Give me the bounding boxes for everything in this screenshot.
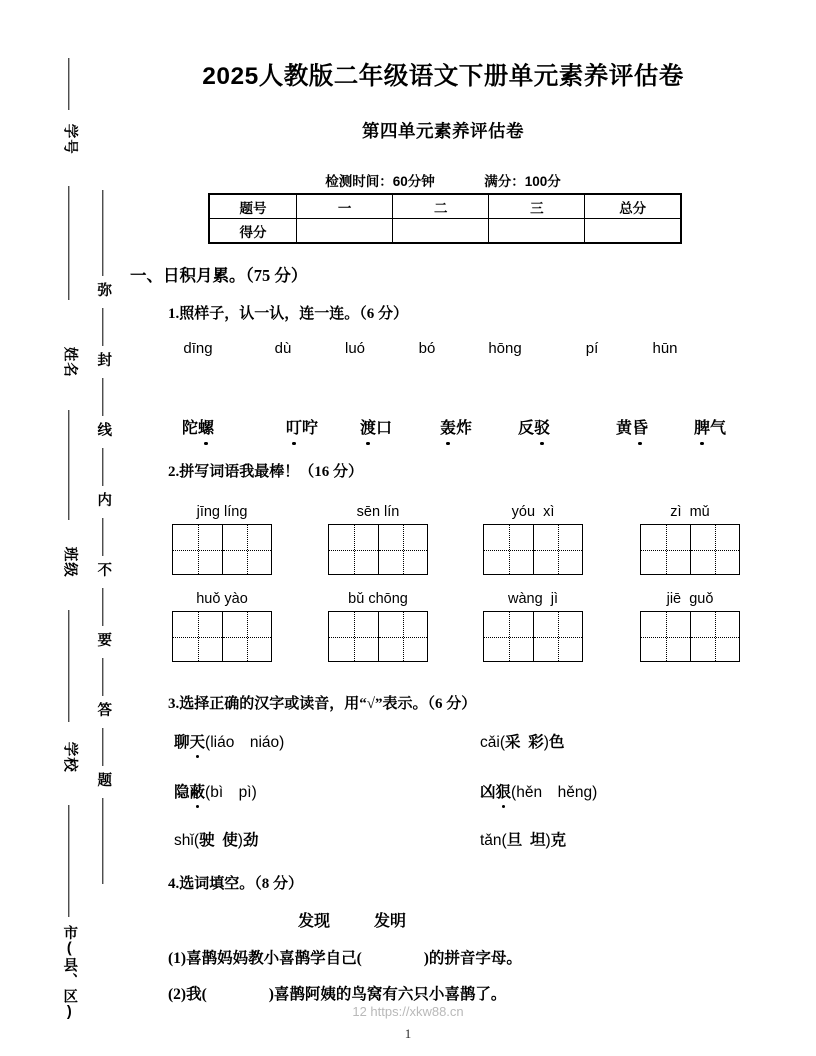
section-one-heading: 一、日积月累。（75 分） (130, 266, 308, 285)
q2-grid-group-0[interactable] (172, 504, 272, 575)
q3-item-1-close: ) (543, 734, 549, 751)
q2-pinyin-4-b: yào (224, 591, 248, 607)
q3-item-0[interactable] (174, 730, 284, 752)
q2-grid-pinyin-2 (483, 504, 583, 520)
q2-pinyin-0-b: líng (224, 504, 248, 520)
q1-pinyin-3: bó (418, 340, 436, 357)
q3-item-0-lead: 聊 (174, 734, 190, 751)
page-subtitle: 第四单元素养评估卷 (362, 121, 524, 141)
seal-rule (102, 448, 103, 486)
q3-item-3-lead: 凶 (480, 784, 496, 801)
q2-pinyin-7-b: guǒ (689, 591, 714, 607)
tianzige-cell[interactable] (533, 525, 582, 574)
watermark: 12 https://xkw88.cn (352, 1004, 464, 1019)
tianzige-box[interactable] (483, 611, 583, 662)
q2-pinyin-0-a: jīng (196, 504, 220, 520)
q2-grid-pinyin-4 (172, 591, 272, 607)
score-cell-1[interactable] (297, 219, 393, 244)
question-1-pinyin-row (130, 340, 756, 360)
q1-word-1[interactable] (268, 415, 336, 438)
page-title: 2025人教版二年级语文下册单元素养评估卷 (202, 63, 684, 90)
q2-grid-group-3[interactable] (640, 504, 740, 575)
tianzige-cell[interactable] (222, 612, 271, 661)
q2-pinyin-7-a: jiē (666, 591, 682, 607)
tianzige-cell[interactable] (484, 612, 533, 661)
q1-word-2[interactable] (342, 415, 410, 438)
q3-item-1[interactable] (480, 730, 564, 752)
q1-word-0[interactable] (164, 415, 232, 438)
q1-word-3-dotted: 轰 (440, 415, 456, 438)
q4-sentence-0-prefix: (1)喜鹊妈妈教小喜鹊学自己( (168, 950, 362, 967)
score-cell-2[interactable] (393, 219, 489, 244)
tianzige-box[interactable] (640, 524, 740, 575)
q3-item-3-open: ( (511, 784, 517, 801)
q1-word-3[interactable] (422, 415, 490, 438)
tianzige-cell[interactable] (533, 612, 582, 661)
seal-rule (102, 190, 103, 276)
seal-rule (102, 518, 103, 556)
seal-field-xuehao: 学号 (61, 123, 78, 155)
q4-sentence-1-prefix: (2)我( (168, 986, 207, 1003)
score-table-score-label: 得分 (209, 219, 297, 244)
q1-word-6-after: 气 (710, 420, 727, 437)
tianzige-cell[interactable] (173, 525, 222, 574)
q1-pinyin-0: dīng (183, 340, 213, 357)
q4-sentence-0-suffix: )的拼音字母。 (423, 950, 522, 967)
q2-pinyin-5-a: bǔ (348, 591, 365, 607)
score-table-header-2: 二 (393, 194, 489, 219)
seal-notice-char-1: 封 (95, 352, 112, 368)
q4-sentence-1 (168, 982, 506, 1004)
q3-item-0-close: ) (279, 734, 285, 751)
q1-word-0-before: 陀 (181, 420, 198, 437)
q2-grid-pinyin-1 (328, 504, 428, 520)
q1-word-6[interactable] (676, 415, 744, 438)
q3-item-2-close: ) (251, 784, 257, 801)
q3-item-0-option-2[interactable]: niáo (249, 734, 280, 751)
q1-word-0-dotted: 螺 (198, 415, 214, 438)
q1-pinyin-6: hūn (652, 340, 678, 357)
seal-rule (68, 58, 69, 110)
score-table-header-label: 题号 (209, 194, 297, 219)
q2-grid-group-6[interactable] (483, 591, 583, 662)
q3-item-4-open: shǐ( (174, 832, 199, 849)
seal-field-xingming: 姓名 (61, 346, 78, 378)
q2-pinyin-3-a: zì (670, 504, 682, 520)
q3-item-5[interactable] (480, 828, 566, 850)
score-cell-total[interactable] (585, 219, 681, 244)
q3-item-3-option-2[interactable]: hěng (557, 784, 593, 801)
q2-pinyin-2-a: yóu (511, 504, 536, 520)
tianzige-cell[interactable] (329, 525, 378, 574)
q2-pinyin-3-b: mǔ (689, 504, 710, 520)
tianzige-cell[interactable] (484, 525, 533, 574)
q2-grid-pinyin-3 (640, 504, 740, 520)
q3-item-5-option-2[interactable]: 坦 (529, 832, 546, 849)
tianzige-box[interactable] (640, 611, 740, 662)
tianzige-cell[interactable] (378, 612, 427, 661)
seal-notice-char-2: 线 (95, 422, 112, 438)
q3-item-5-close: ) (545, 832, 551, 849)
q3-item-2-option-2[interactable]: pì (238, 784, 252, 801)
tianzige-box[interactable] (328, 611, 428, 662)
exam-sheet (130, 0, 816, 1056)
q3-item-4-tail: 劲 (242, 832, 259, 849)
seal-rule (102, 658, 103, 696)
question-1-word-row (130, 415, 756, 439)
seal-rule (102, 378, 103, 416)
q3-item-5-option-1[interactable]: 旦 (506, 832, 523, 849)
exam-full-score: 满分：100分 (484, 174, 561, 189)
seal-notice-column (86, 0, 120, 1056)
exam-meta (130, 170, 756, 190)
q1-word-4-before: 反 (517, 420, 534, 437)
q1-word-1-dotted: 叮 (286, 415, 302, 438)
q2-pinyin-6-b: jì (550, 591, 558, 607)
q2-pinyin-1-a: sēn (356, 504, 381, 520)
seal-rule (102, 308, 103, 346)
seal-rule (68, 410, 69, 520)
tianzige-cell[interactable] (641, 525, 690, 574)
q4-word-bank (298, 908, 406, 931)
table-row (209, 194, 681, 219)
q3-item-5-open: tǎn( (480, 832, 507, 849)
seal-rule (102, 588, 103, 626)
q3-item-2[interactable] (174, 780, 257, 802)
q2-grid-pinyin-6 (483, 591, 583, 607)
q1-word-5-dotted: 昏 (632, 415, 648, 438)
q2-grid-pinyin-5 (328, 591, 428, 607)
q1-word-1-after: 咛 (302, 420, 319, 437)
q3-item-2-dotted: 蔽 (190, 780, 206, 802)
q2-grid-pinyin-7 (640, 591, 740, 607)
q2-pinyin-5-b: chōng (368, 591, 408, 607)
q1-word-2-after: 口 (376, 420, 393, 437)
q3-item-3-dotted: 狠 (496, 780, 512, 802)
q1-word-6-dotted: 脾 (694, 415, 710, 438)
q2-pinyin-1-b: lín (384, 504, 400, 520)
tianzige-cell[interactable] (329, 612, 378, 661)
seal-sidebar (0, 0, 130, 1056)
tianzige-box[interactable] (172, 611, 272, 662)
q4-word-bank-1[interactable]: 发明 (374, 913, 407, 930)
q4-word-bank-0[interactable]: 发现 (298, 913, 331, 930)
seal-notice-char-5: 要 (95, 632, 112, 648)
q3-item-3-option-1[interactable]: hěn (516, 784, 543, 801)
seal-rule (68, 186, 69, 300)
q2-grid-pinyin-0 (172, 504, 272, 520)
tianzige-cell[interactable] (690, 525, 739, 574)
tianzige-cell[interactable] (378, 525, 427, 574)
seal-notice-char-6: 答 (95, 702, 112, 718)
table-row (209, 219, 681, 244)
q3-item-4-option-2[interactable]: 使 (222, 832, 238, 849)
q1-pinyin-2: luó (344, 340, 366, 357)
q1-word-4-dotted: 驳 (534, 415, 550, 438)
q3-item-4-close: ) (237, 832, 243, 849)
q3-item-4[interactable] (174, 828, 258, 850)
score-table-header-total: 总分 (585, 194, 681, 219)
q3-item-3[interactable] (480, 780, 597, 802)
q3-item-1-open: cǎi( (480, 734, 505, 751)
q2-pinyin-4-a: huǒ (196, 591, 221, 607)
q1-word-3-after: 炸 (456, 420, 473, 437)
q2-grid-group-1[interactable] (328, 504, 428, 575)
tianzige-cell[interactable] (222, 525, 271, 574)
q3-item-0-option-1[interactable]: liáo (210, 734, 235, 751)
seal-notice-char-3: 内 (95, 492, 112, 508)
question-2-heading: 2.拼写词语我最棒！（16 分） (168, 464, 364, 480)
seal-notice-char-0: 弥 (95, 282, 112, 298)
q1-pinyin-1: dù (274, 340, 292, 357)
q4-sentence-0 (168, 946, 522, 968)
seal-rule (102, 798, 103, 884)
q1-pinyin-5: pí (585, 340, 599, 357)
q3-item-1-tail: 色 (548, 734, 565, 751)
q3-item-5-tail: 克 (550, 832, 567, 849)
tianzige-box[interactable] (328, 524, 428, 575)
q2-grid-group-2[interactable] (483, 504, 583, 575)
q4-sentence-1-suffix: )喜鹊阿姨的鸟窝有六只小喜鹊了。 (268, 986, 507, 1003)
seal-field-shixianqu: 市(县、区) (61, 925, 78, 1021)
exam-duration: 检测时间：60分钟 (325, 174, 435, 189)
q2-grid-group-4[interactable] (172, 591, 272, 662)
q3-item-2-lead: 隐 (174, 784, 190, 801)
seal-rule (102, 728, 103, 766)
q3-item-1-option-1[interactable]: 采 (504, 734, 521, 751)
q3-item-3-close: ) (592, 784, 598, 801)
seal-rule (68, 805, 69, 917)
q3-item-2-option-1[interactable]: bì (210, 784, 224, 801)
seal-field-column (52, 0, 86, 1056)
seal-notice-char-4: 不 (95, 562, 112, 578)
tianzige-cell[interactable] (641, 612, 690, 661)
seal-rule (68, 610, 69, 722)
question-1-heading: 1.照样子，认一认，连一连。（6 分） (168, 306, 409, 322)
tianzige-cell[interactable] (690, 612, 739, 661)
q2-grid-group-5[interactable] (328, 591, 428, 662)
score-cell-3[interactable] (489, 219, 585, 244)
q1-word-4[interactable] (500, 415, 568, 438)
question-4-heading: 4.选词填空。（8 分） (168, 876, 304, 892)
seal-field-banji: 班级 (61, 546, 78, 578)
q1-word-5[interactable] (598, 415, 666, 438)
q2-grid-group-7[interactable] (640, 591, 740, 662)
score-table-header-3: 三 (489, 194, 585, 219)
score-table (208, 193, 682, 244)
q2-pinyin-6-a: wàng (508, 591, 543, 607)
tianzige-cell[interactable] (173, 612, 222, 661)
seal-field-xuexiao: 学校 (61, 741, 78, 773)
q1-pinyin-4: hōng (488, 340, 522, 357)
seal-notice-char-7: 题 (95, 772, 112, 788)
q3-item-4-option-1[interactable]: 驶 (198, 832, 215, 849)
q2-pinyin-2-b: xì (543, 504, 555, 520)
q1-word-5-before: 黄 (615, 420, 632, 437)
q3-item-0-dotted: 天 (190, 730, 206, 752)
tianzige-box[interactable] (172, 524, 272, 575)
tianzige-box[interactable] (483, 524, 583, 575)
q3-item-2-open: ( (205, 784, 211, 801)
score-table-header-1: 一 (297, 194, 393, 219)
q3-item-1-option-2[interactable]: 彩 (528, 734, 544, 751)
question-3-heading: 3.选择正确的汉字或读音，用“√”表示。（6 分） (168, 696, 477, 712)
q3-item-0-open: ( (205, 734, 211, 751)
page-number: 1 (404, 1026, 412, 1041)
q1-word-2-dotted: 渡 (360, 415, 376, 438)
